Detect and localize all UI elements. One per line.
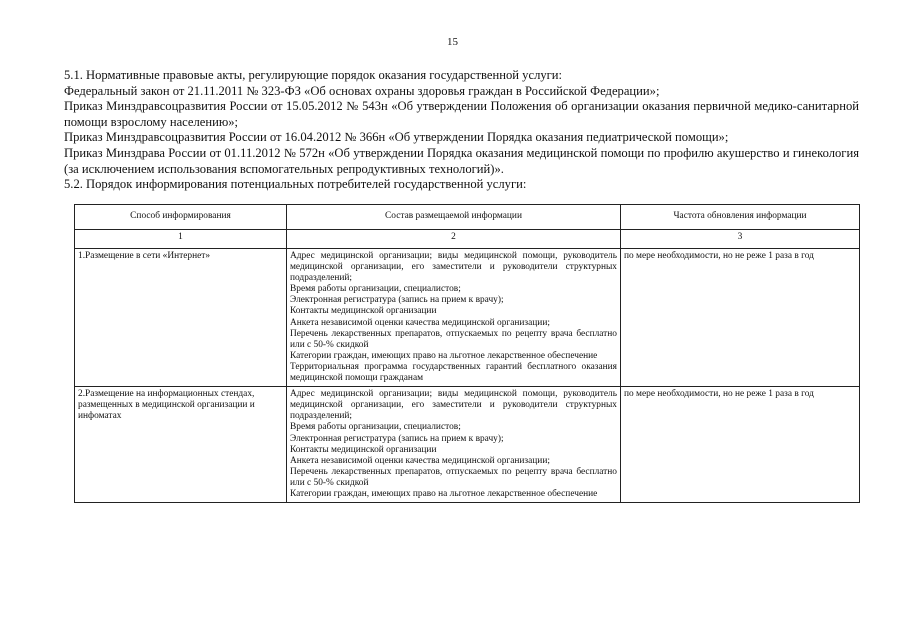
page-number: 15 [447, 36, 458, 48]
content-item: Перечень лекарственных препаратов, отпускаемых по рецепту врача бесплатно или с 50-% скидкой [290, 328, 617, 350]
row-method: 2.Размещение на информационных стендах, размещенных в медицинской организации и инфоматах [75, 387, 287, 503]
content-item: Анкета независимой оценки качества медицинской организации; [290, 317, 550, 328]
legal-acts-section [64, 68, 859, 193]
legal-act-order-543n: Приказ Минздравсоцразвития России от 15.05.2012 № 543н «Об утверждении Положения об организации оказания первичной медико-санитарной помощи взрослому населению»; [64, 99, 859, 129]
header-method: Способ информирования [75, 205, 287, 230]
header-contents: Состав размещаемой информации [287, 205, 621, 230]
table-header-row [75, 205, 860, 230]
table-number-row [75, 230, 860, 249]
row-method: 1.Размещение в сети «Интернет» [75, 249, 287, 387]
content-item: Электронная регистратура (запись на прием к врачу); [290, 433, 504, 444]
section-5-2-heading: 5.2. Порядок информирования потенциальных потребителей государственной услуги: [64, 177, 527, 192]
content-item: Анкета независимой оценки качества медицинской организации; [290, 455, 550, 466]
content-item: Контакты медицинской организации [290, 444, 437, 455]
content-item: Перечень лекарственных препаратов, отпускаемых по рецепту врача бесплатно или с 50-% скидкой [290, 466, 617, 488]
table-row [75, 387, 860, 503]
legal-act-federal-law: Федеральный закон от 21.11.2011 № 323-ФЗ «Об основах охраны здоровья граждан в Российской Федерации»; [64, 83, 660, 98]
content-item: Категории граждан, имеющих право на льготное лекарственное обеспечение [290, 488, 598, 499]
content-item: Территориальная программа государственных гарантий бесплатного оказания медицинской помощи гражданам [290, 361, 617, 384]
legal-act-order-366n: Приказ Минздравсоцразвития России от 16.04.2012 № 366н «Об утверждении Порядка оказания педиатрической помощи»; [64, 130, 729, 145]
table-row [75, 249, 860, 387]
column-number-2: 2 [287, 230, 621, 249]
content-item: Время работы организации, специалистов; [290, 284, 461, 295]
content-item: Категории граждан, имеющих право на льготное лекарственное обеспечение [290, 350, 598, 361]
content-item: Контакты медицинской организации [290, 306, 437, 317]
header-frequency: Частота обновления информации [621, 205, 860, 230]
row-frequency: по мере необходимости, но не реже 1 раза в год [621, 387, 860, 503]
row-contents [287, 387, 621, 503]
content-item: Электронная регистратура (запись на прием к врачу); [290, 295, 504, 306]
row-frequency: по мере необходимости, но не реже 1 раза в год [621, 249, 860, 387]
section-5-1-heading: 5.1. Нормативные правовые акты, регулирующие порядок оказания государственной услуги: [64, 68, 563, 82]
content-item: Время работы организации, специалистов; [290, 422, 461, 433]
content-item: Адрес медицинской организации; виды медицинской помощи, руководитель медицинской организации, его заместители и руководители структурных подразделений; [290, 251, 617, 284]
informing-table [74, 204, 860, 503]
column-number-1: 1 [75, 230, 287, 249]
legal-act-order-572n: Приказ Минздрава России от 01.11.2012 № 572н «Об утверждении Порядка оказания медицинской помощи по профилю акушерство и гинекология (за исключением использования вспомогательных репродуктивных технологий)». [64, 145, 859, 176]
row-contents [287, 249, 621, 387]
column-number-3: 3 [621, 230, 860, 249]
content-item: Адрес медицинской организации; виды медицинской помощи, руководитель медицинской организации, его заместители и руководители структурных подразделений; [290, 389, 617, 422]
